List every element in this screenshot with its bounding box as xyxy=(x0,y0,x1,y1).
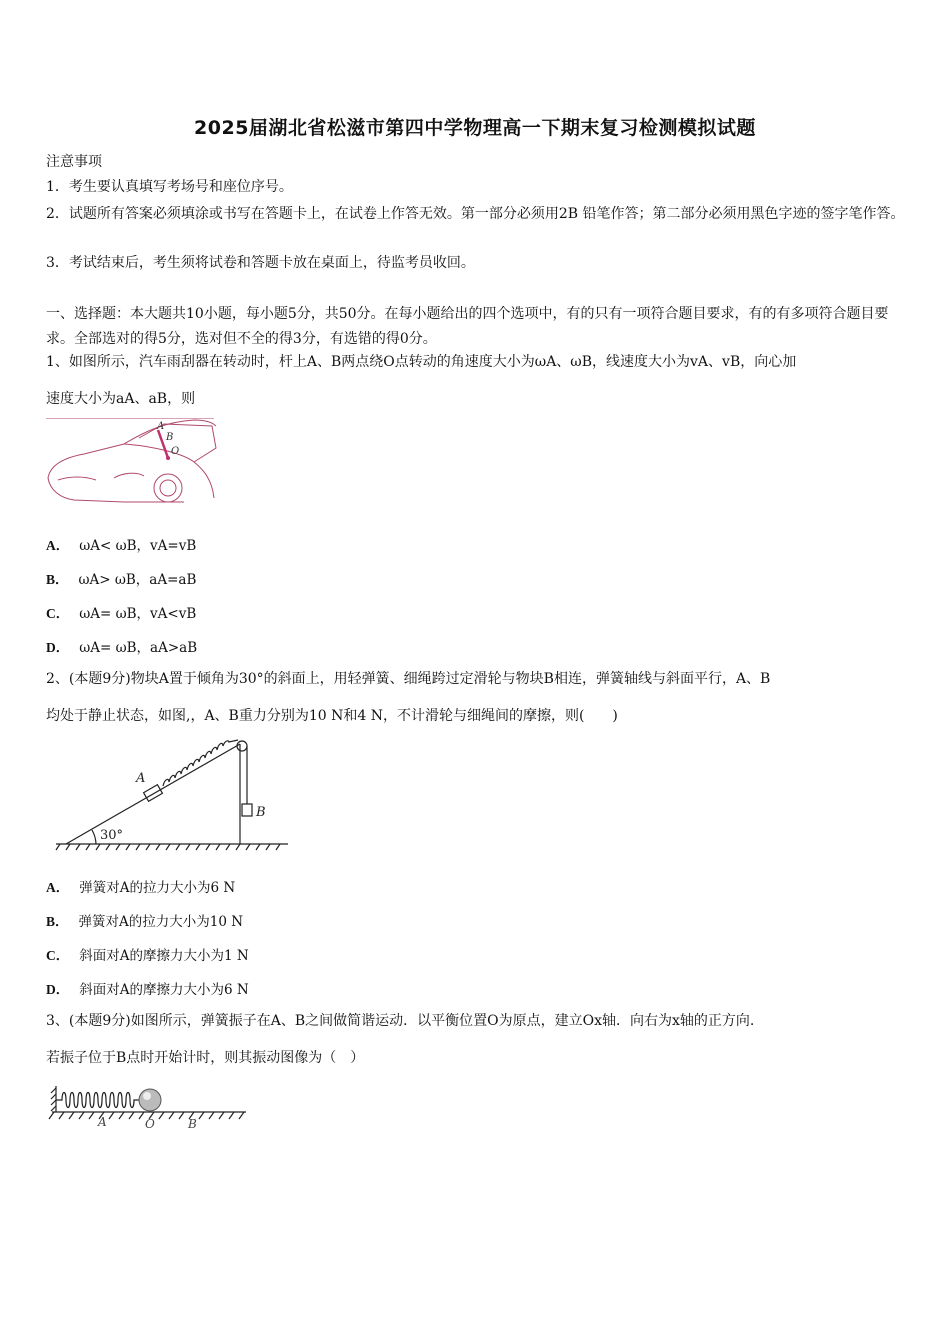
q1-option-a-label: A． xyxy=(46,538,70,553)
q2-stem-line2: 均处于静止状态，如图,，A、B重力分别为10 N和4 N，不计滑轮与细绳间的摩擦，则( ) xyxy=(46,708,618,724)
q2-option-d[interactable] xyxy=(46,978,249,998)
notice-heading: 注意事项 xyxy=(46,154,102,170)
q2-option-b[interactable] xyxy=(46,910,243,930)
section-intro: 一、选择题：本大题共10小题，每小题5分，共50分。在每小题给出的四个选项中，有的只有一项符合题目要求，有的有多项符合题目要求。全部选对的得5分，选对但不全的得3分，有选错的得0分。 xyxy=(46,306,889,347)
q1-option-d[interactable] xyxy=(46,636,197,656)
q3-fig-label-a: A xyxy=(98,1115,107,1129)
q2-option-a-label: A． xyxy=(46,880,70,895)
q3-stem-line2: 若振子位于B点时开始计时，则其振动图像为（ ） xyxy=(46,1050,365,1066)
q2-option-a-text: 弹簧对A的拉力大小为6 N xyxy=(79,880,236,896)
q1-fig-label-b: B xyxy=(166,432,174,443)
q3-spring-oscillator-figure xyxy=(48,1082,253,1132)
q1-option-c[interactable] xyxy=(46,602,196,622)
q1-option-a[interactable] xyxy=(46,534,196,554)
page-title: 2025届湖北省松滋市第四中学物理高一下期末复习检测模拟试题 xyxy=(194,117,756,139)
q1-stem-line2: 速度大小为aA、aB，则 xyxy=(46,391,196,407)
q3-fig-label-o: O xyxy=(145,1117,155,1131)
q1-fig-label-o: O xyxy=(171,446,180,457)
notice-item-1: 1．考生要认真填写考场号和座位序号。 xyxy=(46,179,293,195)
q2-option-c-text: 斜面对A的摩擦力大小为1 N xyxy=(79,948,249,964)
q2-option-a[interactable] xyxy=(46,876,235,896)
notice-item-2: 2．试题所有答案必须填涂或书写在答题卡上，在试卷上作答无效。第一部分必须用2B 铅笔作答；第二部分必须用黑色字迹的签字笔作答。 xyxy=(46,206,905,222)
q1-option-c-text: ωA= ωB，vA<vB xyxy=(79,606,197,622)
q1-option-b-text: ωA> ωB，aA=aB xyxy=(78,572,197,588)
q1-option-d-text: ωA= ωB，aA>aB xyxy=(79,640,198,656)
q2-fig-label-a: A xyxy=(136,771,146,786)
q3-stem-line1: 3、(本题9分)如图所示，弹簧振子在A、B之间做简谐运动．以平衡位置O为原点，建立Ox轴．向右为x轴的正方向. xyxy=(46,1013,755,1029)
q1-option-c-label: C． xyxy=(46,606,70,621)
q2-option-d-label: D． xyxy=(46,982,70,997)
q2-incline-figure xyxy=(52,738,292,853)
q1-car-figure xyxy=(44,418,219,504)
q2-option-c[interactable] xyxy=(46,944,249,964)
q2-option-d-text: 斜面对A的摩擦力大小为6 N xyxy=(79,982,249,998)
q1-fig-label-a: A xyxy=(157,421,165,432)
q1-option-b-label: B． xyxy=(46,572,69,587)
q1-option-d-label: D． xyxy=(46,640,70,655)
q2-option-b-label: B． xyxy=(46,914,69,929)
q2-stem-line1: 2、(本题9分)物块A置于倾角为30°的斜面上，用轻弹簧、细绳跨过定滑轮与物块B相连，弹簧轴线与斜面平行，A、B xyxy=(46,671,771,687)
q1-option-a-text: ωA< ωB，vA=vB xyxy=(79,538,197,554)
q1-option-b[interactable] xyxy=(46,568,196,588)
q2-option-b-text: 弹簧对A的拉力大小为10 N xyxy=(78,914,244,930)
q2-fig-label-b: B xyxy=(256,805,266,820)
q3-fig-label-b: B xyxy=(188,1117,197,1131)
notice-item-3: 3．考试结束后，考生须将试卷和答题卡放在桌面上，待监考员收回。 xyxy=(46,255,475,271)
q2-option-c-label: C． xyxy=(46,948,70,963)
q1-stem-line1: 1、如图所示，汽车雨刮器在转动时，杆上A、B两点绕O点转动的角速度大小为ωA、ωB，线速度大小为vA、vB，向心加 xyxy=(46,354,797,370)
q2-fig-label-angle: 30° xyxy=(100,828,124,843)
